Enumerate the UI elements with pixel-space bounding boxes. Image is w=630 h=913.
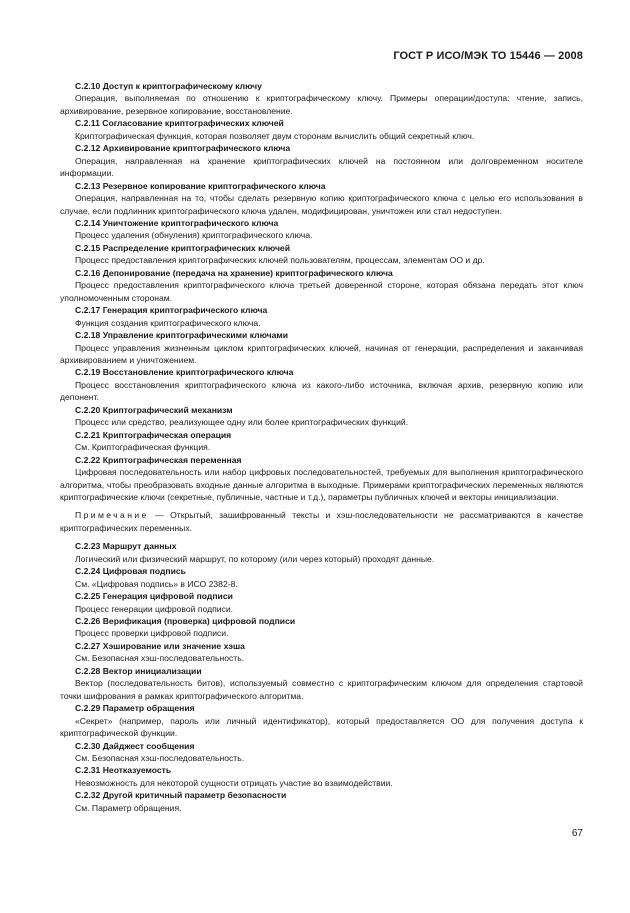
section-heading: С.2.31 Неотказуемость	[75, 765, 172, 776]
section-heading: С.2.26 Верификация (проверка) цифровой подписи	[75, 616, 296, 627]
section-body: Процесс управления жизненным циклом криптографических ключей, начиная от генерации, распределения и заканчивая архивированием и уничтожением.	[60, 342, 583, 365]
section-body: Операция, выполняемая по отношению к криптографическому ключу. Примеры операции/доступа: чтение, запись, архивирование, резервное копирование, восстановление.	[60, 93, 583, 116]
section-heading: С.2.32 Другой критичный параметр безопасности	[75, 790, 287, 801]
section-body: Цифровая последовательность или набор цифровых последовательностей, требуемых для выполнения криптографического алгоритма, чтобы преобразовать входные данные алгоритма в выходные. Примерами криптографических переменных являются криптографические ключи (секретные, публичные, частные и т.д.), параметры публичных ключей и векторы инициализации.	[60, 467, 583, 502]
section-heading: С.2.30 Дайджест сообщения	[75, 740, 195, 751]
section-body: Функция создания криптографического ключа.	[75, 317, 261, 328]
section-heading: С.2.24 Цифровая подпись	[75, 566, 186, 577]
section-heading: С.2.20 Криптографический механизм	[75, 404, 233, 415]
section-body: См. Криптографическая функция.	[75, 442, 211, 453]
section-heading: С.2.18 Управление криптографическими ключами	[75, 330, 288, 341]
section-heading: С.2.13 Резервное копирование криптографического ключа	[75, 180, 326, 191]
section-heading: С.2.23 Маршрут данных	[75, 541, 177, 552]
section-heading: С.2.28 Вектор инициализации	[75, 665, 202, 676]
section-body: Процесс предоставления криптографических ключей пользователям, процессам, элементам ОО и др.	[75, 255, 485, 266]
section-body: Логический или физический маршрут, по которому (или через который) проходят данные.	[75, 553, 435, 564]
section-heading: С.2.15 Распределение криптографических ключей	[75, 242, 290, 253]
section-heading: С.2.29 Параметр обращения	[75, 703, 195, 714]
document-header: ГОСТ Р ИСО/МЭК ТО 15446 — 2008	[393, 50, 583, 62]
section-heading: С.2.12 Архивирование криптографического ключа	[75, 143, 291, 154]
section-heading: С.2.10 Доступ к криптографическому ключу	[75, 81, 262, 91]
section-body: Процесс проверки цифровой подписи.	[75, 628, 229, 639]
section-heading: С.2.27 Хэширование или значение хэша	[75, 640, 245, 651]
section-heading: С.2.11 Согласование криптографических ключей	[75, 118, 284, 129]
page-number: 67	[571, 828, 583, 839]
section-body: Процесс предоставления криптографического ключа третьей доверенной стороне, которая обязана передать этот ключ уполномоченным сторонам.	[60, 280, 583, 303]
section-body: Процесс удаления (обнуления) криптографического ключа.	[75, 230, 313, 241]
section-body: Невозможность для некоторой сущности отрицать участие во взаимодействии.	[75, 777, 393, 788]
section-heading: С.2.25 Генерация цифровой подписи	[75, 591, 233, 602]
section-heading: С.2.21 Криптографическая операция	[75, 429, 232, 440]
section-body: Криптографическая функция, которая позволяет двум сторонам вычислить общий секретный ключ.	[75, 130, 475, 141]
note-label: Примечание	[75, 510, 149, 521]
document-body	[60, 80, 583, 814]
section-heading: С.2.19 Восстановление криптографического ключа	[75, 367, 294, 378]
section-body: Процесс или средство, реализующее одну или более криптографических функций.	[75, 417, 409, 428]
section-body: См. «Цифровая подпись» в ИСО 2382-8.	[75, 578, 238, 589]
section-body: «Секрет» (например, пароль или личный идентификатор), который предоставляется ОО для получения доступа к криптографической функции.	[60, 715, 583, 739]
section-heading: С.2.22 Криптографическая переменная	[75, 454, 242, 465]
note-paragraph	[60, 509, 583, 534]
section-body: См. Безопасная хэш-последовательность.	[75, 753, 245, 764]
section-body: Операция, направленная на то, чтобы сделать резервную копию криптографического ключа с целью его использования в случае, если подлинник криптографического ключа удален, модифицирован, уничтожен или стал недоступен.	[60, 193, 583, 216]
section-body: См. Параметр обращения.	[75, 802, 182, 813]
section-body: Операция, направленная на хранение криптографических ключей на постоянном или долговременном носителе информации.	[60, 155, 583, 179]
section-heading: С.2.16 Депонирование (передача на хранение) криптографического ключа	[75, 267, 393, 278]
section-body: Процесс восстановления криптографического ключа из какого-либо источника, включая архив, резервную копию или депонент.	[60, 379, 583, 403]
section-body: Вектор (последовательность битов), используемый совместно с криптографическим ключом для определения стартовой точки шифрования в рамках криптографического алгоритма.	[60, 678, 583, 701]
section-body: Процесс генерации цифровой подписи.	[75, 603, 234, 614]
section-heading: С.2.14 Уничтожение криптографического ключа	[75, 217, 279, 228]
note-text: — Открытый, зашифрованный тексты и хэш-последовательности не рассматриваются в качестве криптографических переменных.	[60, 510, 583, 533]
section-body: См. Безопасная хэш-последовательность.	[75, 653, 245, 664]
section-heading: С.2.17 Генерация криптографического ключа	[75, 305, 268, 316]
